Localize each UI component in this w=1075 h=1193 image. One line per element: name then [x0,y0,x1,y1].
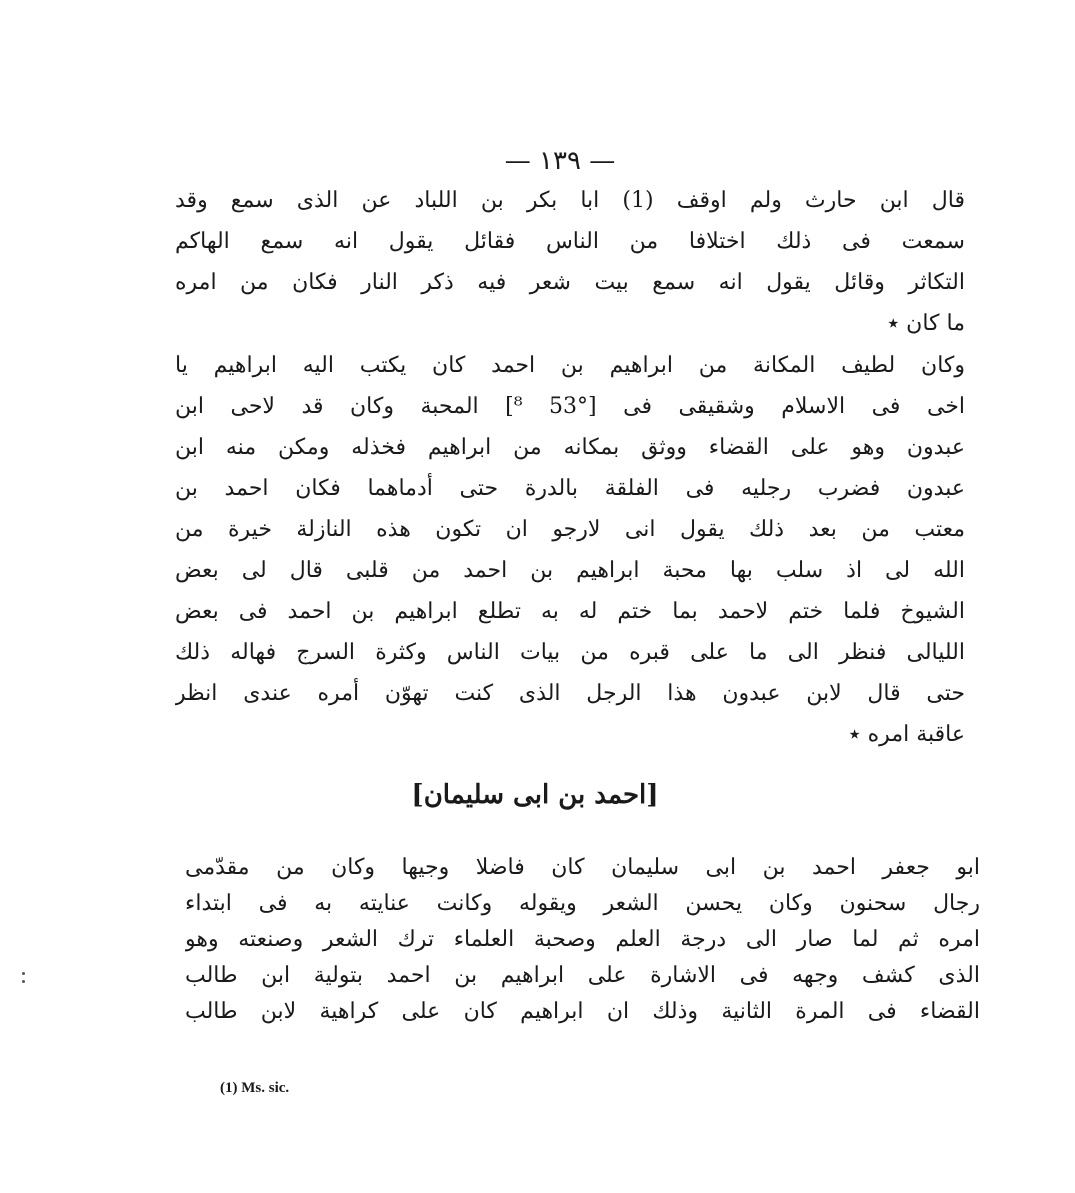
text-line: الذى كشف وجهه فى الاشارة على ابراهيم بن احمد بتولية ابن طالب [185,963,980,988]
text-line: ابو جعفر احمد بن ابى سليمان كان فاضلا وجيها وكان من مقدّمى [185,855,980,880]
text-line: عاقبة امره ٭ [848,722,965,747]
text-line: الشيوخ فلما ختم لاحمد بما ختم له به تطلع ابراهيم بن احمد فى بعض [175,599,965,624]
section-heading: [احمد بن ابى سليمان] [411,780,659,810]
paragraph-3 [185,850,980,1030]
paragraph-1 [175,180,965,344]
page-number: — ١٣٩ — [504,146,616,176]
text-line: ما كان ٭ [887,311,965,336]
text-line: امره ثم لما صار الى درجة العلم وصحبة العلماء ترك الشعر وصنعته وهو [185,927,980,952]
footnote: (1) Ms. sic. [220,1080,290,1096]
scan-speck [22,972,25,975]
paragraph-2 [175,345,965,755]
text-line: عبدون وهو على القضاء ووثق بمكانه من ابراهيم فخذله ومكن منه ابن [175,435,965,460]
text-line: الله لى اذ سلب بها محبة ابراهيم بن احمد من قلبى قال لى بعض [175,558,965,583]
text-line: قال ابن حارث ولم اوقف (1) ابا بكر بن اللباد عن الذى سمع وقد [175,188,965,213]
scan-speck [22,980,25,983]
text-line: عبدون فضرب رجليه فى الفلقة بالدرة حتى أدماهما فكان احمد بن [175,476,965,501]
text-line: حتى قال لابن عبدون هذا الرجل الذى كنت تهوّن أمره عندى انظر [175,681,965,706]
text-line: القضاء فى المرة الثانية وذلك ان ابراهيم كان على كراهية لابن طالب [185,999,980,1024]
text-line: رجال سحنون وكان يحسن الشعر ويقوله وكانت عنايته به فى ابتداء [185,891,980,916]
text-line: التكاثر وقائل يقول انه سمع بيت شعر فيه ذكر النار فكان من امره [175,270,965,295]
text-line: اخى فى الاسلام وشقيقى فى [°53 ⁸] المحبة وكان قد لاحى ابن [175,394,965,419]
text-line: وكان لطيف المكانة من ابراهيم بن احمد كان يكتب اليه ابراهيم يا [175,353,965,378]
text-line: سمعت فى ذلك اختلافا من الناس فقائل يقول انه سمع الهاكم [175,229,965,254]
text-line: الليالى فنظر الى ما على قبره من بيات الناس وكثرة السرج فهاله ذلك [175,640,965,665]
text-line: معتب من بعد ذلك يقول انى لارجو ان تكون هذه النازلة خيرة من [175,517,965,542]
